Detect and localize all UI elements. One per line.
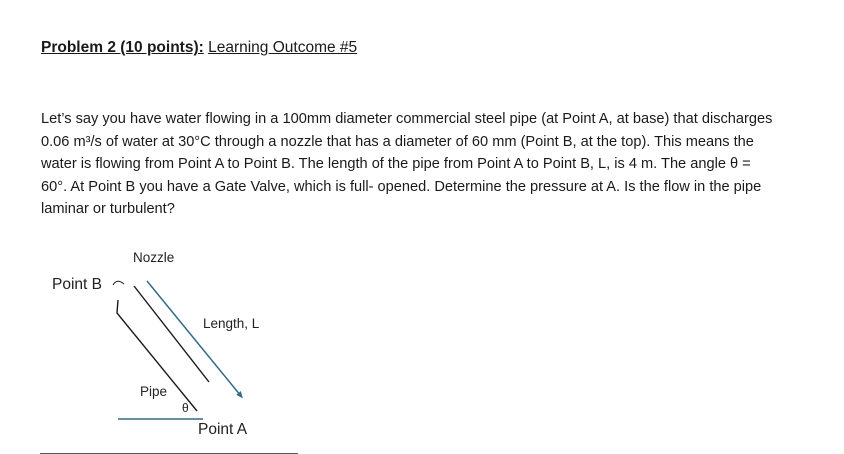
problem-line: 60°. At Point B you have a Gate Valve, which is full- opened. Determine the pressure at A. Is the flow in the pipe (41, 178, 762, 195)
length-arrow (147, 281, 241, 396)
point-a-label: Point A (198, 421, 248, 438)
length-label: Length, L (203, 316, 260, 331)
pipe-label: Pipe (140, 384, 168, 399)
angle-label: θ (182, 401, 189, 415)
point-b-label: Point B (52, 276, 102, 293)
problem-number: Problem 2 (10 points): (41, 39, 204, 56)
problem-line: laminar or turbulent? (41, 201, 175, 217)
nozzle-label: Nozzle (133, 250, 175, 265)
problem-line: 0.06 m³/s of water at 30°C through a nozzle that has a diameter of 60 mm (Point B, at the top). This means the (41, 133, 754, 150)
learning-outcome: Learning Outcome #5 (208, 39, 358, 56)
problem-line: water is flowing from Point A to Point B. The length of the pipe from Point A to Point B, L, is 4 m. The angle θ = (41, 156, 751, 172)
point-b-leader (113, 281, 124, 285)
problem-line: Let’s say you have water flowing in a 100mm diameter commercial steel pipe (at Point A, at base) that discharges (41, 111, 773, 127)
pipe-upper-wall (134, 286, 209, 382)
